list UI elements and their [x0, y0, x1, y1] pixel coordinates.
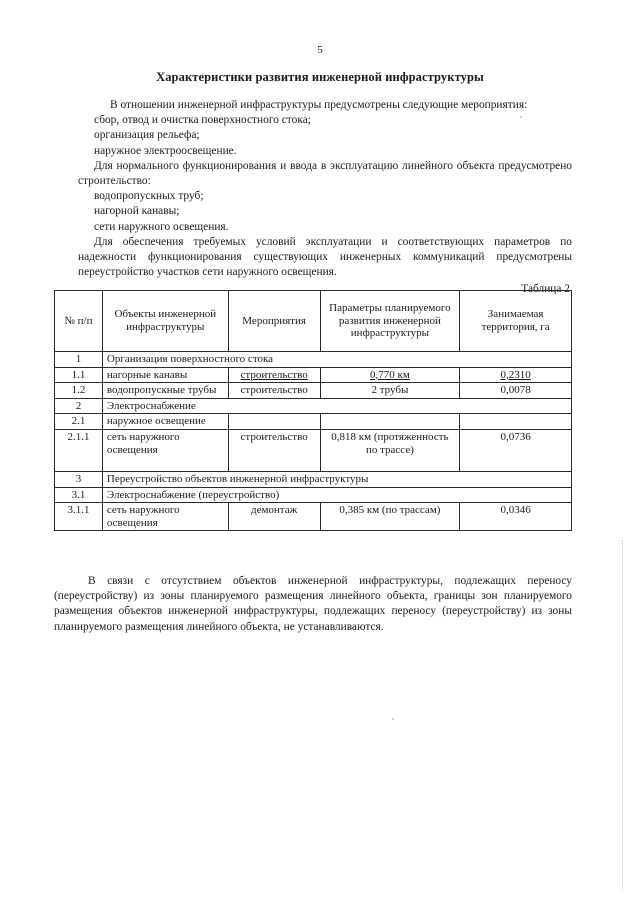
scan-speck [392, 718, 394, 720]
table-row [55, 487, 572, 503]
row-number: 2.1 [55, 414, 103, 430]
header-object: Объекты инженерной инфраструктуры [102, 291, 228, 352]
section-title: Электроснабжение (переустройство) [102, 487, 571, 503]
section-title: Электроснабжение [102, 398, 571, 414]
scan-speck [520, 116, 522, 118]
page-number: 5 [317, 44, 323, 56]
measure-item: сбор, отвод и очистка поверхностного стока; [94, 114, 311, 127]
area-cell: 0,0078 [460, 383, 572, 399]
row-number: 3 [55, 471, 103, 487]
section-title: Организация поверхностного стока [102, 352, 571, 368]
table-caption: Таблица 2 [521, 283, 570, 295]
header-area: Занимаемая территория, га [460, 291, 572, 352]
page-title: Характеристики развития инженерной инфраструктуры [156, 70, 484, 84]
construction-item: нагорной канавы; [94, 205, 180, 218]
action-cell [228, 414, 320, 430]
construction-intro: Для нормального функционирования и ввода в эксплуатацию линейного объекта предусмотрено строительство: [78, 159, 572, 188]
table-row [55, 352, 572, 368]
row-number: 1.1 [55, 367, 103, 383]
header-action: Мероприятия [228, 291, 320, 352]
table-row [55, 429, 572, 471]
table-row [55, 367, 572, 383]
table-row [55, 383, 572, 399]
object-name: водопропускные трубы [102, 383, 228, 399]
parameter-cell: 0,385 км (по трассам) [320, 503, 460, 531]
action-cell: строительство [228, 367, 320, 383]
reconstruction-paragraph: Для обеспечения требуемых условий эксплуатации и соответствующих параметров по надежности функционирования существующих инженерных коммуникаций предусмотрены переустройство участков сети наружного освещения. [78, 235, 572, 279]
area-cell: 0,0346 [460, 503, 572, 531]
measure-item: организация рельефа; [94, 129, 200, 142]
parameter-cell: 0,770 км [320, 367, 460, 383]
row-number: 3.1.1 [55, 503, 103, 531]
infrastructure-table [54, 290, 572, 531]
object-name: нагорные канавы [102, 367, 228, 383]
table-row [55, 471, 572, 487]
action-cell: строительство [228, 383, 320, 399]
area-cell: 0,0736 [460, 429, 572, 471]
action-cell: демонтаж [228, 503, 320, 531]
area-cell [460, 414, 572, 430]
closing-paragraph: В связи с отсутствием объектов инженерной инфраструктуры, подлежащих переносу (переустройству) из зоны планируемого размещения линейного объекта, границы зон планируемого размещения объектов инженерной инфраструктуры, подлежащих переносу (переустройству) из зоны планируемого размещения линейного объекта, не устанавливаются. [54, 575, 572, 633]
intro-paragraph: В отношении инженерной инфраструктуры предусмотрены следующие мероприятия: [110, 99, 528, 111]
object-name: сеть наружного освещения [102, 503, 228, 531]
body-text [78, 98, 572, 280]
header-parameters: Параметры планируемого развития инженерной инфраструктуры [320, 291, 460, 352]
action-cell: строительство [228, 429, 320, 471]
parameter-cell: 2 трубы [320, 383, 460, 399]
table-row [55, 398, 572, 414]
parameter-cell [320, 414, 460, 430]
section-title: Переустройство объектов инженерной инфраструктуры [102, 471, 571, 487]
table-header-row [55, 291, 572, 352]
row-number: 2 [55, 398, 103, 414]
row-number: 1 [55, 352, 103, 368]
row-number: 2.1.1 [55, 429, 103, 471]
construction-item: водопропускных труб; [94, 190, 204, 203]
measure-item: наружное электроосвещение. [94, 144, 237, 157]
table-row [55, 414, 572, 430]
construction-item: сети наружного освещения. [94, 220, 229, 233]
scan-margin-mark [622, 540, 625, 890]
table-row [55, 503, 572, 531]
row-number: 3.1 [55, 487, 103, 503]
row-number: 1.2 [55, 383, 103, 399]
header-number: № п/п [55, 291, 103, 352]
object-name: сеть наружного освещения [102, 429, 228, 471]
area-cell: 0,2310 [460, 367, 572, 383]
parameter-cell: 0,818 км (протяженность по трассе) [320, 429, 460, 471]
object-name: наружное освещение [102, 414, 228, 430]
